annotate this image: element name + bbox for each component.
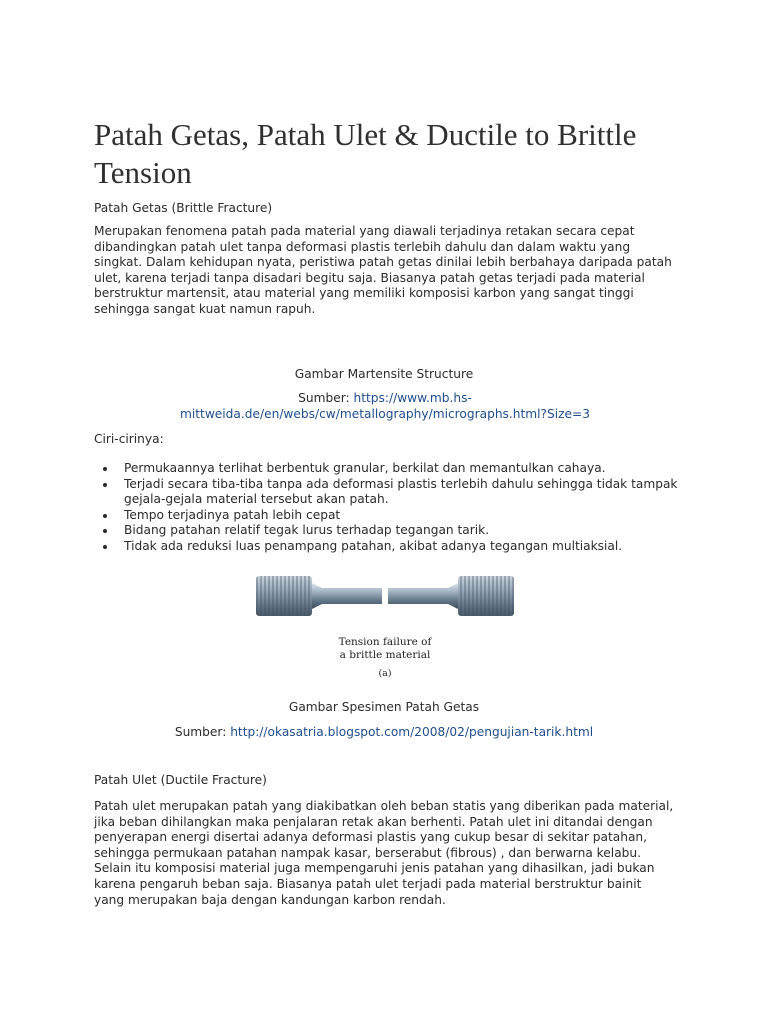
source-link-martensite[interactable]: https://www.mb.hs-mittweida.de/en/webs/cw/metallography/micrographs.html?Size=3 [180,391,590,421]
figure-caption-martensite: Gambar Martensite Structure [294,367,474,381]
source-link-specimen[interactable]: http://okasatria.blogspot.com/2008/02/pengujian-tarik.html [230,725,594,739]
image-caption-line2: a brittle material [339,649,431,661]
source-martensite [150,391,620,422]
image-caption-label: (a) [378,668,392,679]
figure-caption-specimen: Gambar Spesimen Patah Getas [288,700,480,714]
brittle-specimen-image [250,570,520,622]
brittle-paragraph: Merupakan fenomena patah pada material yang diawali terjadinya retakan secara cepat dibandingkan patah ulet tanpa deformasi plastis terlebih dahulu dan dalam waktu yang singkat. Dalam kehidupan nyata, peristiwa patah getas dinilai lebih berbahaya daripada patah ulet, karena terjadi tanpa disadari begitu saja. Biasanya patah getas terjadi pada material berstruktur martensit, atau material yang memiliki komposisi karbon yang sangat tinggi sehingga sangat kuat namun rapuh. [94,224,672,316]
characteristics-list [94,461,684,555]
list-item: Tidak ada reduksi luas penampang patahan, akibat adanya tegangan multiaksial. [94,539,684,555]
brittle-specimen-figure [250,570,520,682]
section-heading-ductile: Patah Ulet (Ductile Fracture) [94,773,267,787]
section-heading-brittle: Patah Getas (Brittle Fracture) [94,201,273,215]
list-item: Bidang patahan relatif tegak lurus terhadap tegangan tarik. [94,523,684,539]
ductile-paragraph: Patah ulet merupakan patah yang diakibatkan oleh beban statis yang diberikan pada material, jika beban dihilangkan maka penjalaran retak akan berhenti. Patah ulet ini ditandai dengan penyerapan energi disertai adanya deformasi plastis yang cukup besar di sekitar patahan, sehingga permukaan patahan nampak kasar, berserabut (fibrous) , dan berwarna kelabu. Selain itu komposisi material juga mempengaruhi jenis patahan yang dihasilkan, jadi bukan karena pengaruh beban saja. Biasanya patah ulet terjadi pada material berstruktur bainit yang merupakan baja dengan kandungan karbon rendah. [94,799,674,907]
list-item: Terjadi secara tiba-tiba tanpa ada deformasi plastis terlebih dahulu sehingga tidak tampak gejala-gejala material tersebut akan patah. [94,477,684,508]
source-label: Sumber: [174,725,231,739]
characteristics-label: Ciri-cirinya: [94,432,164,446]
image-caption-line1: Tension failure of [338,636,432,648]
source-label: Sumber: [298,391,354,405]
source-specimen [94,725,674,741]
list-item: Permukaannya terlihat berbentuk granular, berkilat dan memantulkan cahaya. [94,461,684,477]
page-title: Patah Getas, Patah Ulet & Ductile to Brittle Tension [94,117,637,190]
list-item: Tempo terjadinya patah lebih cepat [94,508,684,524]
